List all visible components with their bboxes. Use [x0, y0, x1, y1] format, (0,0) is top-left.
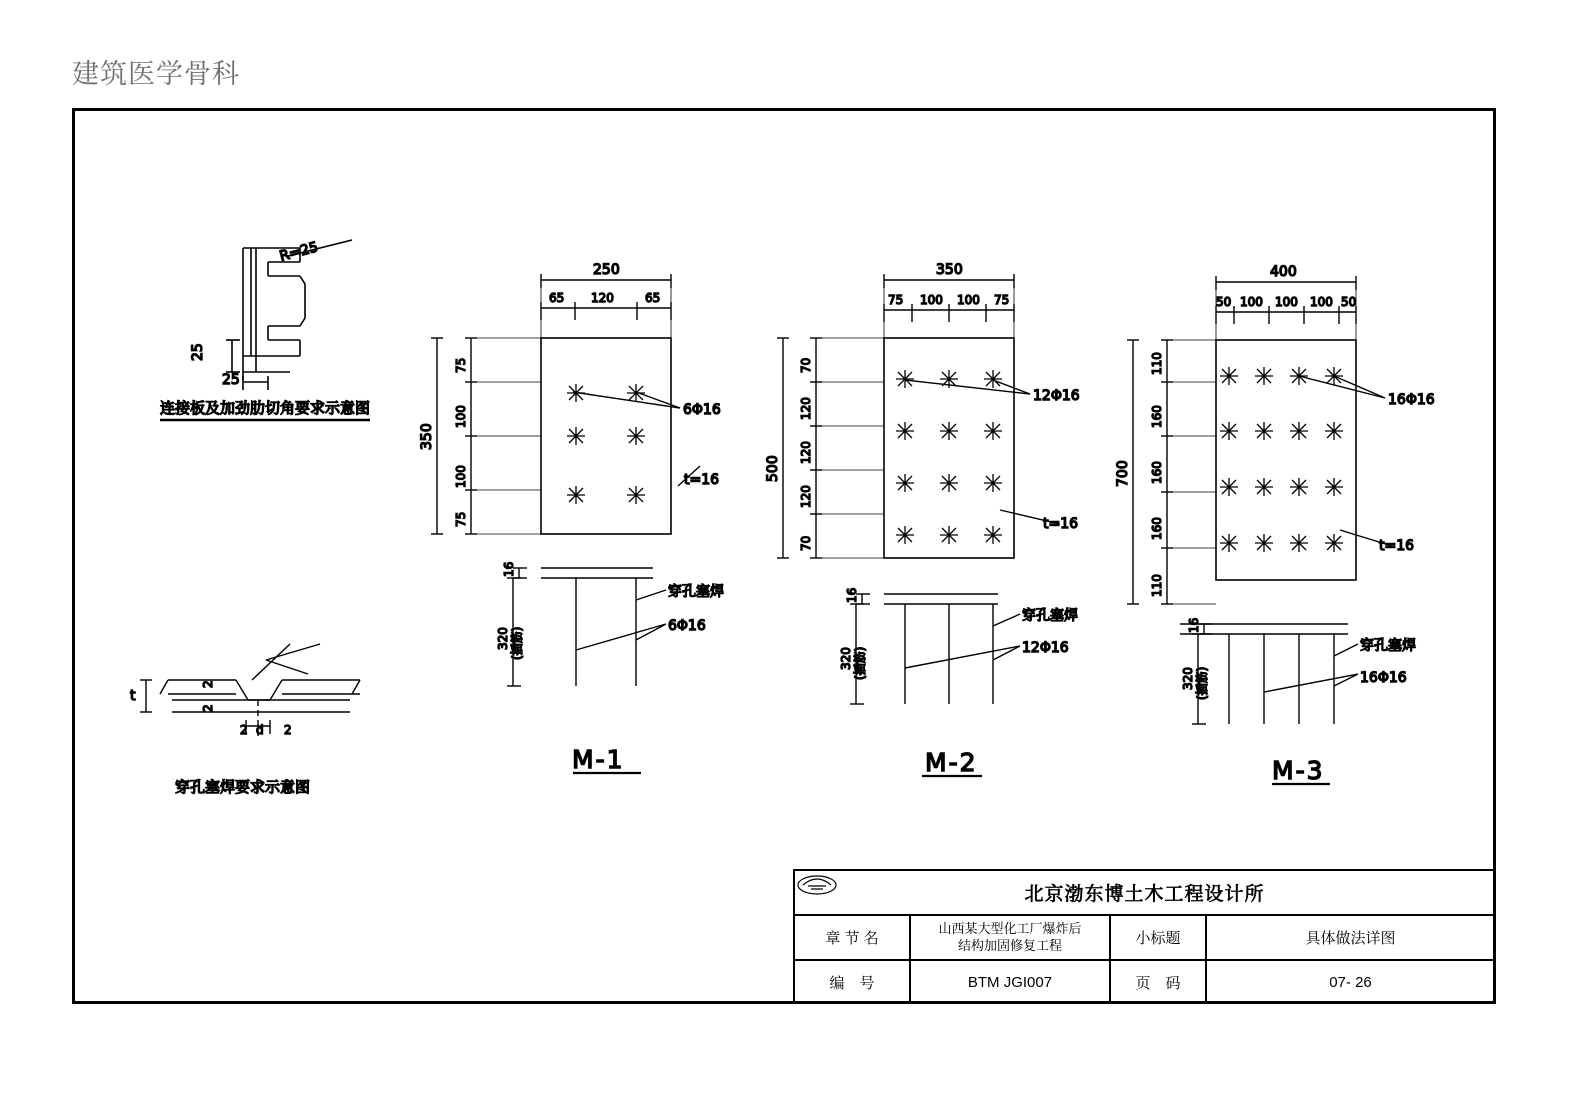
detail2-dim-e: 2 — [284, 723, 292, 737]
m2-title: M-2 — [925, 748, 978, 777]
detail2-dim-d: d — [256, 723, 264, 737]
m2-w4: 75 — [994, 293, 1010, 307]
m1-section-thk: 16 — [502, 561, 516, 577]
m2-w1: 75 — [888, 293, 904, 307]
m3-weld-note: 穿孔塞焊 — [1360, 638, 1416, 654]
m3-w3: 100 — [1275, 295, 1298, 309]
m2-h3: 120 — [799, 441, 813, 464]
m1-section-len: 320 — [496, 627, 510, 650]
m2-w3: 100 — [957, 293, 980, 307]
label-subtitle: 小标题 — [1111, 916, 1207, 959]
m2-height-total: 500 — [765, 455, 781, 482]
m1-title: M-1 — [572, 745, 625, 774]
subtitle-value: 具体做法详图 — [1305, 930, 1396, 947]
m2-section-len: 320 — [839, 647, 853, 670]
firm-cell — [795, 879, 1494, 906]
detail2-dim-c: 2 — [240, 723, 248, 737]
m2-h4: 120 — [799, 485, 813, 508]
m3-w2: 100 — [1240, 295, 1263, 309]
m2-thickness-note: t=16 — [1043, 516, 1079, 532]
label-page: 页 码 — [1111, 961, 1207, 1004]
title-block — [793, 869, 1496, 1004]
watermark-text: 建筑医学骨科 — [72, 59, 240, 90]
m3-thickness-note: t=16 — [1379, 538, 1415, 554]
m1-thickness-note: t=16 — [684, 472, 720, 488]
title-block-row-3 — [795, 961, 1494, 1004]
drawing-number: BTM JGI007 — [911, 961, 1111, 1004]
m2-section-thk: 16 — [845, 587, 859, 603]
label-number: 编 号 — [795, 961, 911, 1004]
m2-h5: 70 — [799, 535, 813, 551]
m2-weld-bolt-note: 12Φ16 — [1022, 640, 1069, 656]
detail1-caption: 连接板及加劲肋切角要求示意图 — [160, 399, 371, 417]
page-number: 07- 26 — [1329, 974, 1372, 991]
detail2-dim-a: 2 — [201, 680, 215, 688]
m1-w3: 65 — [645, 291, 661, 305]
m2-h2: 120 — [799, 397, 813, 420]
m1-section-len-note: (插筋) — [510, 626, 524, 660]
m2-bolt-note: 12Φ16 — [1033, 388, 1080, 404]
project-name-cell — [911, 916, 1111, 959]
m3-section-len-note: (插筋) — [1195, 666, 1209, 700]
detail1-v25-label: 25 — [190, 343, 206, 361]
m1-h2: 100 — [454, 405, 468, 428]
m3-weld-bolt-note: 16Φ16 — [1360, 670, 1407, 686]
m2-width-total: 350 — [936, 262, 963, 278]
m3-w5: 50 — [1341, 295, 1357, 309]
m1-height-total: 350 — [419, 423, 435, 450]
detail1-h25-label: 25 — [222, 372, 240, 388]
m3-w1: 50 — [1216, 295, 1232, 309]
plate-m2 — [777, 274, 1060, 776]
detail2-t-label: t — [130, 688, 136, 704]
m2-section-len-note: (插筋) — [853, 646, 867, 680]
m1-width-total: 250 — [593, 262, 620, 278]
m3-h4: 160 — [1150, 517, 1164, 540]
project-line-1: 山西某大型化工厂爆炸后 — [938, 921, 1082, 937]
m2-weld-note: 穿孔塞焊 — [1022, 608, 1078, 624]
m1-h3: 100 — [454, 465, 468, 488]
m1-h4: 75 — [454, 511, 468, 527]
m3-width-total: 400 — [1270, 264, 1297, 280]
label-chapter: 章 节 名 — [795, 916, 911, 959]
m3-h2: 160 — [1150, 405, 1164, 428]
m3-section-len: 320 — [1181, 667, 1195, 690]
plate-m3 — [1127, 276, 1392, 784]
m2-w2: 100 — [920, 293, 943, 307]
detail-plug-weld — [140, 644, 360, 740]
m3-bolt-note: 16Φ16 — [1388, 392, 1435, 408]
title-block-row-2 — [795, 916, 1494, 961]
detail2-caption: 穿孔塞焊要求示意图 — [175, 778, 311, 796]
m1-w2: 120 — [591, 291, 614, 305]
m1-bolt-note: 6Φ16 — [683, 402, 721, 418]
m1-weld-bolt-note: 6Φ16 — [668, 618, 706, 634]
m3-w4: 100 — [1310, 295, 1333, 309]
m3-h5: 110 — [1150, 574, 1164, 597]
company-logo-icon — [795, 871, 839, 897]
m2-h1: 70 — [799, 357, 813, 373]
plate-m1 — [431, 274, 700, 773]
project-line-2: 结构加固修复工程 — [957, 937, 1062, 953]
m1-w1: 65 — [549, 291, 565, 305]
m1-h1: 75 — [454, 357, 468, 373]
title-block-firm-row — [795, 871, 1494, 916]
m3-title: M-3 — [1272, 756, 1325, 785]
m1-weld-note: 穿孔塞焊 — [668, 584, 724, 600]
m3-h1: 110 — [1150, 352, 1164, 375]
detail1-radius-label: R=25 — [277, 239, 320, 265]
m3-section-thk: 16 — [1187, 617, 1201, 633]
m3-h3: 160 — [1150, 461, 1164, 484]
firm-name: 北京渤东博土木工程设计所 — [1024, 884, 1265, 905]
detail2-dim-b: 2 — [201, 704, 215, 712]
m3-height-total: 700 — [1115, 460, 1131, 487]
